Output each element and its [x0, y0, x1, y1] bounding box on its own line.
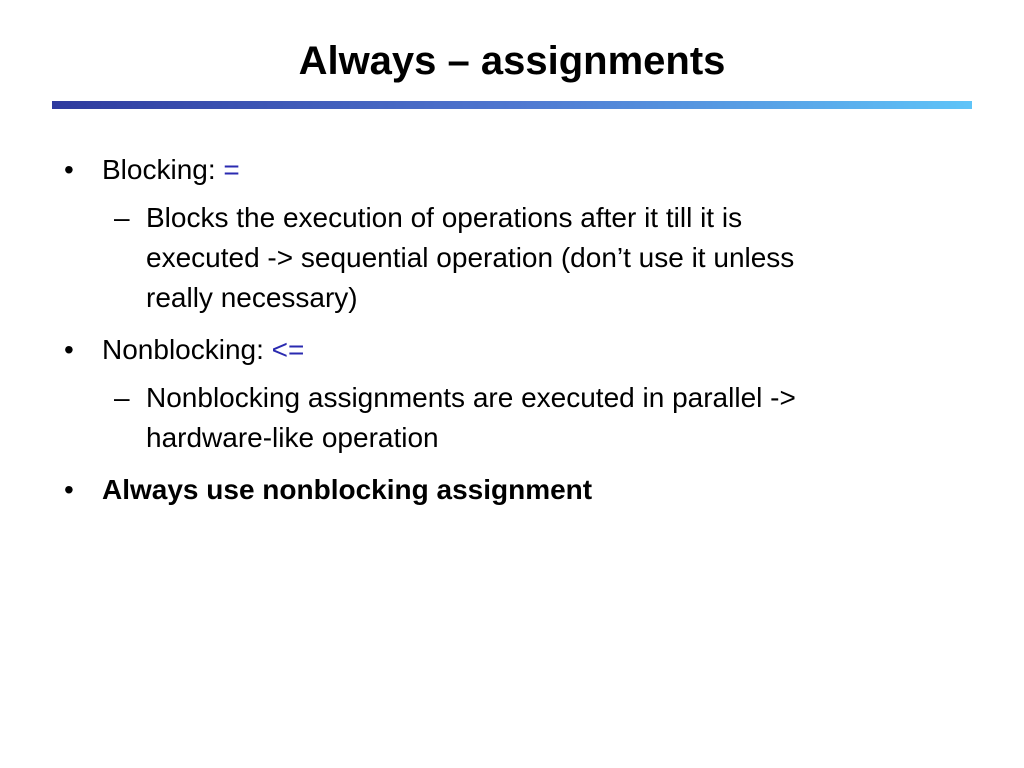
sub-item-text: executed -> sequential operation (don’t use it unless	[146, 242, 795, 273]
sub-item-text: Blocks the execution of operations after it till it is	[146, 202, 743, 233]
blocking-operator: =	[223, 154, 240, 185]
bullet-icon: •	[64, 334, 74, 365]
slide-title: Always – assignments	[298, 39, 726, 83]
bullet-icon: •	[64, 154, 74, 185]
bullet-text	[102, 150, 240, 190]
bullet-label-blocking: Blocking:	[102, 154, 224, 185]
bullet-label-always-use-nonblocking: Always use nonblocking assignment	[102, 474, 593, 505]
nonblocking-operator: <=	[271, 334, 305, 365]
bullet-text	[102, 330, 304, 370]
dash-icon: –	[114, 382, 130, 413]
bullet-label-nonblocking: Nonblocking:	[102, 334, 272, 365]
sub-item-text: really necessary)	[146, 282, 358, 313]
sub-item-text: Nonblocking assignments are executed in parallel ->	[146, 382, 796, 413]
dash-icon: –	[114, 202, 130, 233]
sub-item-text: hardware-like operation	[146, 422, 439, 453]
bullet-icon: •	[64, 474, 74, 505]
